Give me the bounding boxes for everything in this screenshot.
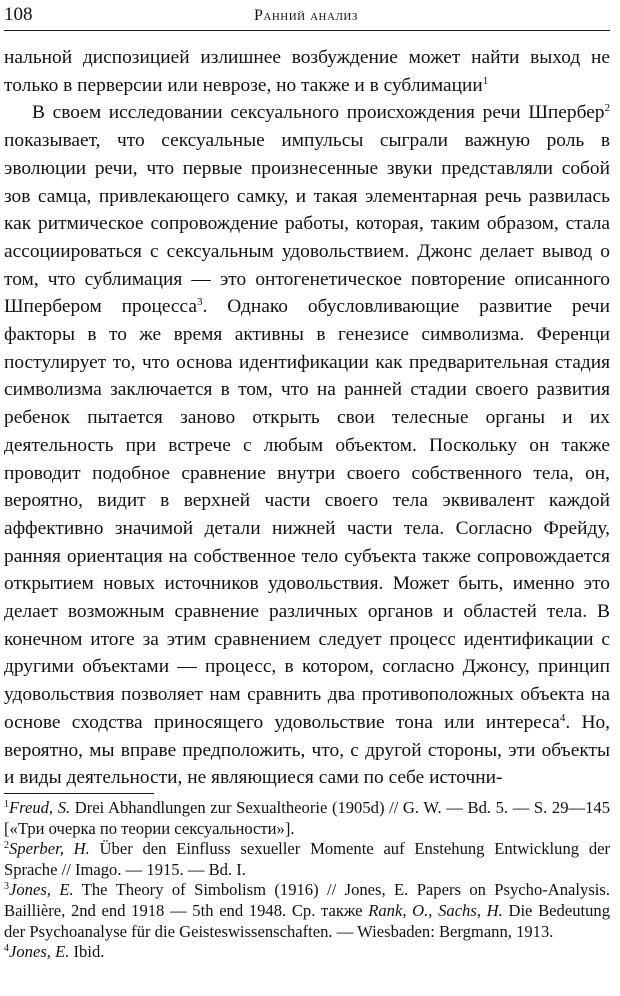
footnote-text: Über den Einfluss sexueller Momente auf Enstehung Entwicklung der Sprache // Imago. — 1915. — Bd. I. bbox=[4, 839, 611, 879]
footnote-text: The Theory of Simbolism (1916) // Jones, E. Papers on Psycho-Analysis. Baillière, 2nd end 1918 — 5th end 1948. Ср. также bbox=[4, 880, 610, 920]
paragraph-2-segment-4: . Но, вероятно, мы вправе предположить, что, с другой стороны, эти объекты и виды деятельности, не являющиеся сами по себе источни- bbox=[4, 711, 610, 789]
footnote-rule bbox=[4, 793, 154, 794]
footnote-author: Freud, S. bbox=[9, 798, 71, 817]
footnote-text: Ibid. bbox=[69, 942, 105, 962]
footnote-text-continued: Die Bedeutung der Psychoanalyse für die Geisteswissenschaften. — Wiesbaden: Bergmann, 1913. bbox=[4, 900, 610, 941]
paragraph-2 bbox=[4, 99, 610, 792]
running-head: Ранний анализ bbox=[254, 7, 358, 24]
footnote-author: Sperber, H. bbox=[9, 839, 90, 859]
footnote-author-secondary: Rank, O., Sachs, H. bbox=[368, 900, 503, 920]
footnote-text: Drei Abhandlungen zur Sexualtheorie (1905d) // G. W. — Bd. 5. — S. 29—145 [«Три очерка по теории сексуальности»]. bbox=[4, 798, 610, 838]
footnote-author: Jones, E. bbox=[9, 942, 70, 962]
footnote-ref-4: 4 bbox=[559, 711, 566, 724]
page-header bbox=[4, 4, 612, 26]
footnotes bbox=[4, 798, 610, 963]
footnote-number: 3 bbox=[4, 881, 9, 893]
paragraph-1 bbox=[4, 44, 610, 99]
footnote-ref-2: 2 bbox=[604, 102, 610, 115]
paragraph-2-segment-3: . Однако обусловливающие развитие речи факторы в то же время активны в генезисе символизма. Ференци постулирует то, что основа идентификации как предварительная стадия символизма заключается в том, что на ранней стадии своего развития ребенок пытается заново открыть свои телесные органы и их деятельность при встрече с любым объектом. Поскольку он также проводит подобное сравнение внутри своего собственного тела, он, вероятно, видит в верхней части своего тела эквивалент каждой аффективно значимой детали нижней части тела. Согласно Фрейду, ранняя ориентация на собственное тело субъекта также сопровождается открытием новых источников удовольствия. Может быть, именно это делает возможным сравнение различных органов и областей тела. В конечном итоге за этим сравнением следует процесс идентификации с другими объектами — процесс, в котором, согласно Джонсу, принцип удовольствия позволяет нам сравнить два противоположных объекта на основе сходства приносящего удовольствие тона или интереса bbox=[4, 296, 610, 733]
footnote-3 bbox=[4, 880, 610, 942]
header-rule bbox=[4, 30, 610, 31]
footnote-4 bbox=[4, 942, 610, 963]
footnote-number: 2 bbox=[4, 840, 9, 852]
paragraph-2-segment-2: показывает, что сексуальные импульсы сыграли важную роль в эволюции речи, что первые произнесенные звуки представляли собой зов самца, привлекающего самку, и такая элементарная речь развилась как ритмическое сопровождение работы, которая, таким образом, стала ассоциироваться с сексуальным удовольствием. Джонс делает вывод о том, что сублимация — это онтогенетическое повторение описанного Шпербером процесса bbox=[4, 130, 610, 318]
footnote-ref-1: 1 bbox=[482, 74, 489, 87]
page-number: 108 bbox=[4, 4, 33, 25]
footnote-2 bbox=[4, 839, 610, 880]
footnote-1 bbox=[4, 798, 610, 839]
paragraph-1-text: нальной диспозицией излишнее возбуждение может найти выход не только в перверсии или неврозе, но также и в сублимации bbox=[4, 47, 610, 96]
footnote-number: 1 bbox=[4, 799, 9, 810]
footnote-number: 4 bbox=[4, 943, 9, 955]
paragraph-2-segment-1: В своем исследовании сексуального происхождения речи Шпербер bbox=[32, 102, 605, 124]
footnote-ref-3: 3 bbox=[196, 296, 203, 309]
footnote-author: Jones, E. bbox=[9, 880, 74, 900]
body-text bbox=[4, 44, 610, 792]
